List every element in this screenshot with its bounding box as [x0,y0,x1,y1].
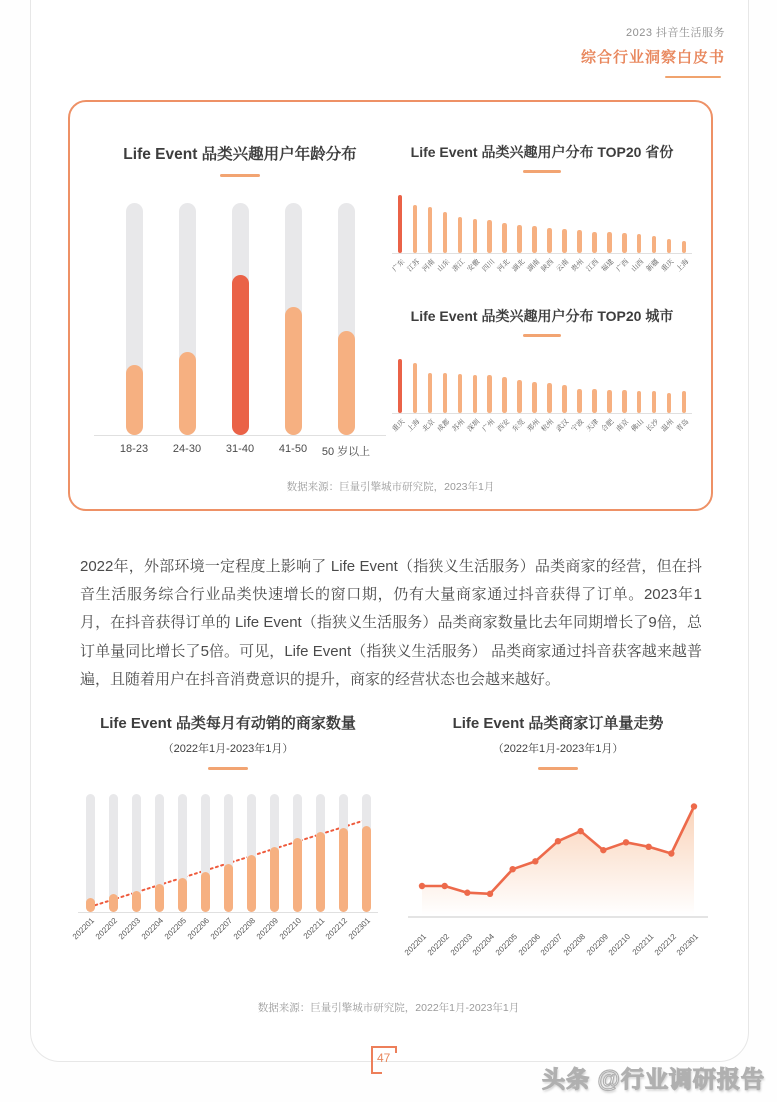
x-axis-label: 苏州 [451,418,467,434]
age-chart-bars [94,203,386,436]
bar [316,832,325,912]
data-point [668,850,674,856]
merchants-chart-x-axis [71,913,378,955]
orders-chart-plot [408,784,708,929]
bar-track [86,794,95,912]
header-accent-line [665,76,721,78]
x-axis-label: 202203 [117,916,143,942]
bar [562,385,567,413]
bar [428,207,433,253]
x-axis-label: 江西 [585,258,601,274]
x-axis-label: 山东 [436,258,452,274]
x-axis-label: 郑州 [526,418,541,434]
x-axis-label: 湖南 [526,258,541,274]
bar [547,383,552,413]
x-axis-label: 202211 [630,932,656,957]
bar [224,864,233,912]
bar [532,382,537,413]
bar [502,377,507,413]
x-axis-label: 202210 [607,932,633,958]
x-axis-label: 202203 [448,932,474,958]
report-series-label: 2023 抖音生活服务 [625,27,725,39]
bar [667,239,672,254]
x-axis-label: 202208 [232,916,258,942]
data-point [555,838,561,844]
title-accent-line [538,767,578,770]
x-axis-label: 202209 [584,932,610,958]
bracket-decoration [371,1072,382,1074]
x-axis-label: 河北 [496,258,511,274]
data-point [419,883,425,889]
bar [637,391,642,413]
orders-chart-title: Life Event 品类商家订单量走势 [452,715,664,732]
body-paragraph: 2022年，外部环境一定程度上影响了 Life Event（指狭义生活服务）品类商家的经营，但在抖音生活服务综合行业品类快速增长的窗口期，仍有大量商家通过抖音获得了订单。2023年1月，在抖音获得订单的 Life Event（指狭义生活服务）品类商家数量比去年同期增长了9倍，总订单量同比增长了5倍。可见，Life Event（指狭义生活服务） 品类商家通过抖音获客越来越普遍，且随着用户在抖音消费意识的提升，商家的经营状态也会越来越好。 [80,558,702,688]
data-point [487,891,493,897]
x-axis-label: 202201 [71,916,97,942]
bar [413,205,418,253]
bar [443,373,448,413]
bar [338,331,355,435]
x-axis-label: 50 岁以上 [321,446,371,458]
orders-chart-subtitle: （2022年1月-2023年1月） [492,743,624,755]
x-axis-label: 202201 [403,932,429,958]
age-distribution-chart [94,142,386,466]
x-axis-label: 202209 [255,916,281,942]
x-axis-label: 湖北 [511,258,526,274]
x-axis-label: 广州 [481,418,497,434]
bar [502,223,507,253]
x-axis-label: 上海 [406,418,422,434]
bar [398,195,403,253]
bar [362,826,371,912]
x-axis-label: 新疆 [645,258,661,274]
bar [487,375,492,413]
bar [458,217,463,254]
x-axis-label: 202205 [163,916,189,942]
bar [652,236,657,253]
x-axis-label: 广东 [391,258,407,274]
bar [178,878,187,912]
x-axis-label: 贵州 [570,258,586,274]
bar [592,232,597,254]
x-axis-label: 202206 [516,932,542,958]
bar [126,365,143,435]
x-axis-label: 深圳 [466,418,482,434]
data-point [600,847,606,853]
title-accent-line [220,174,260,177]
age-chart-x-axis [94,436,386,466]
bar [86,898,95,912]
report-title: 综合行业洞察白皮书 [580,49,725,66]
orders-chart-x-axis [403,929,708,971]
x-axis-label: 北京 [421,418,437,434]
bar [155,884,164,912]
x-axis-label: 东莞 [511,418,526,434]
x-axis-label: 202204 [471,932,497,958]
x-axis-label: 202208 [561,932,588,958]
merchants-chart-subtitle: （2022年1月-2023年1月） [162,743,294,755]
x-axis-label: 202202 [425,932,452,958]
merchants-chart [71,712,378,955]
watermark-text: 头条 @行业调研报告 [542,1066,765,1092]
x-axis-label: 202204 [140,916,166,942]
bar [577,230,582,253]
bar [285,307,302,435]
x-axis-label: 202207 [209,916,235,942]
province-chart-x-axis [392,254,692,292]
bar [622,390,627,413]
x-axis-label: 202207 [539,932,565,958]
x-axis-label: 成都 [436,418,452,434]
city-chart-title: Life Event 品类兴趣用户分布 TOP20 城市 [410,308,674,324]
bar [517,225,522,253]
x-axis-label: 重庆 [660,258,676,274]
x-axis-label: 24-30 [172,443,202,455]
bar [428,373,433,414]
x-axis-label: 宁波 [570,418,586,434]
title-accent-line [523,334,561,337]
x-axis-label: 南京 [615,418,631,434]
bar [293,838,302,912]
x-axis-label: 西安 [496,418,511,434]
bar [232,275,249,435]
bar [443,212,448,253]
bar [562,229,567,253]
data-point [441,883,447,889]
bar [667,393,672,414]
bar [607,232,612,253]
x-axis-label: 温州 [660,418,676,434]
x-axis-label: 202205 [493,932,520,958]
title-accent-line [208,767,248,770]
bar [473,375,478,413]
bar [517,380,522,413]
x-axis-label: 河南 [421,258,437,274]
data-point [623,839,629,845]
bar [247,855,256,912]
data-source-note: 数据来源：巨量引擎城市研究院，2023年1月 [286,481,495,493]
city-chart-x-axis [392,414,692,450]
x-axis-label: 重庆 [391,418,407,434]
x-axis-label: 云南 [555,258,571,274]
top-chart-card [68,100,713,511]
province-chart-bars [392,195,692,254]
bar [109,894,118,912]
bar [682,391,687,413]
x-axis-label: 佛山 [630,418,646,434]
bar [201,872,210,912]
x-axis-label: 合肥 [600,418,616,434]
province-chart-title: Life Event 品类兴趣用户分布 TOP20 省份 [410,144,674,160]
bar [487,220,492,253]
x-axis-label: 四川 [481,258,497,274]
merchants-chart-title: Life Event 品类每月有动销的商家数量 [100,715,356,732]
bar [398,359,403,413]
x-axis-label: 长沙 [645,418,661,434]
area-fill [422,807,694,916]
x-axis-label: 上海 [675,258,691,274]
x-axis-label: 202301 [347,916,373,942]
x-axis-label: 31-40 [225,443,255,455]
x-axis-label: 202211 [301,916,327,941]
data-point [645,844,651,850]
bar [592,389,597,413]
x-axis-label: 202301 [675,932,701,958]
data-point [691,803,697,809]
page-number: 47 [377,1051,391,1065]
x-axis-label: 青岛 [675,418,691,434]
x-axis-label: 安徽 [466,258,482,274]
age-chart-title: Life Event 品类兴趣用户年龄分布 [123,146,357,163]
x-axis-label: 202206 [186,916,212,942]
x-axis-label: 山西 [630,258,646,274]
city-chart-bars [392,359,692,414]
bar [607,390,612,413]
x-axis-label: 18-23 [119,443,149,455]
line-chart-svg [408,784,708,924]
top20-charts-column [392,142,692,450]
data-source-note: 数据来源：巨量引擎城市研究院，2022年1月-2023年1月 [257,1002,520,1014]
x-axis-label: 202212 [652,932,678,958]
page-number-marker [371,1046,397,1074]
x-axis-label: 41-50 [278,443,308,455]
x-axis-label: 浙江 [451,258,467,274]
bar [577,389,582,413]
bar [473,219,478,253]
bar [132,891,141,912]
x-axis-label: 广西 [615,258,631,274]
x-axis-label: 江苏 [406,258,422,274]
data-point [464,890,470,896]
data-point [532,858,538,864]
bar [652,391,657,413]
bar [547,228,552,253]
x-axis-label: 202212 [324,916,350,942]
x-axis-label: 福建 [600,258,616,274]
x-axis-label: 武汉 [555,418,571,434]
bar [339,828,348,912]
page-header [581,24,725,78]
x-axis-label: 202210 [278,916,304,942]
bar [532,226,537,253]
bar [270,847,279,912]
data-point [577,828,583,834]
x-axis-label: 陕西 [540,258,556,274]
x-axis-label: 天津 [585,418,601,434]
x-axis-label: 杭州 [540,418,556,434]
merchants-chart-bars [78,794,378,913]
bar [682,241,687,253]
bar [637,234,642,253]
bar [179,352,196,436]
bar [458,374,463,413]
title-accent-line [523,170,561,173]
data-point [509,866,515,872]
bar [413,363,418,413]
orders-chart [403,712,708,971]
x-axis-label: 202202 [94,916,120,942]
bar [622,233,627,253]
